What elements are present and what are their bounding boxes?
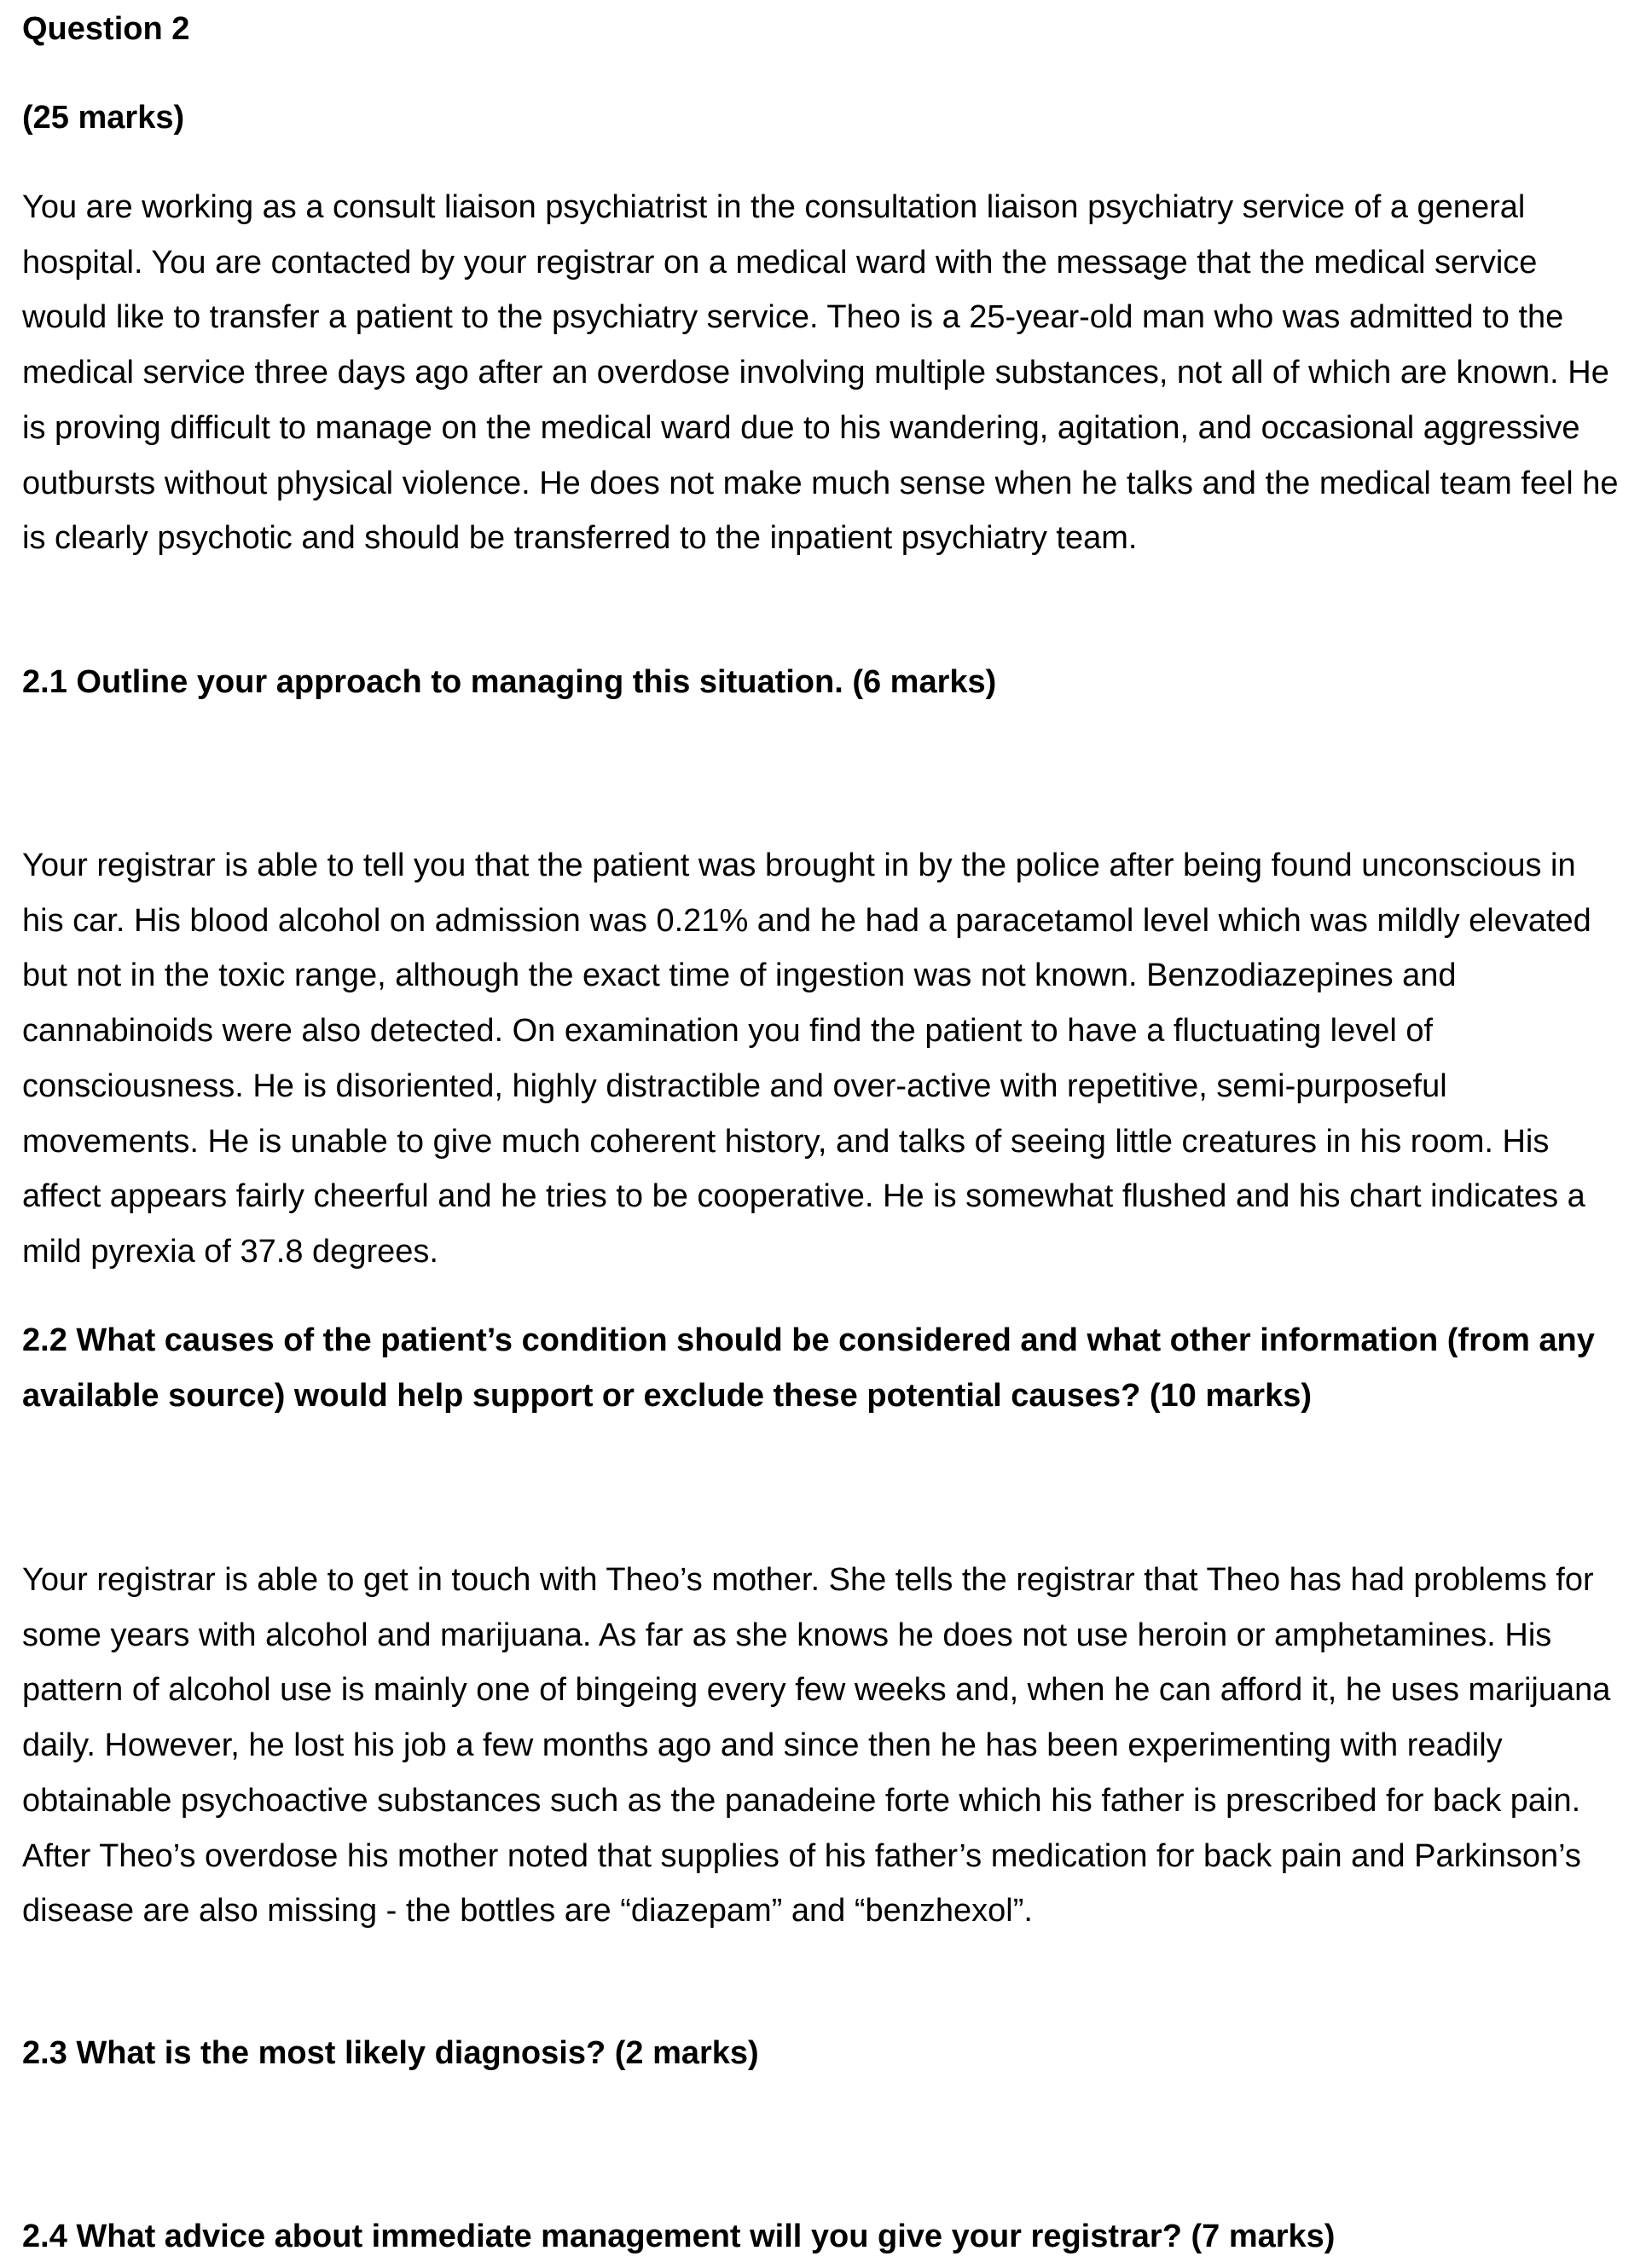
question-marks: (25 marks)	[22, 100, 185, 136]
sub-question-2-2: 2.2 What causes of the patient’s condition should be considered and what other information (from any available source) would help support or exclude these potential causes? (10 marks)	[22, 1322, 1595, 1414]
scenario-paragraph: You are working as a consult liaison psychiatrist in the consultation liaison psychiatry service of a general hospital. You are contacted by your registrar on a medical ward with the message that the medical service would like to transfer a patient to the psychiatry service. Theo is a 25-year-old man who was admitted to the medical service three days ago after an overdose involving multiple substances, not all of which are known. He is proving difficult to manage on the medical ward due to his wandering, agitation, and occasional aggressive outbursts without physical violence. He does not make much sense when he talks and the medical team feel he is clearly psychotic and should be transferred to the inpatient psychiatry team.	[22, 189, 1619, 557]
registrar-findings-paragraph: Your registrar is able to tell you that the patient was brought in by the police after being found unconscious in his car. His blood alcohol on admission was 0.21% and he had a paracetamol level which was mildly elevated but not in the toxic range, although the exact time of ingestion was not known. Benzodiazepines and cannabinoids were also detected. On examination you find the patient to have a fluctuating level of consciousness. He is disoriented, highly distractible and over-active with repetitive, semi-purposeful movements. He is unable to give much coherent history, and talks of seeing little creatures in his room. His affect appears fairly cheerful and he tries to be cooperative. He is somewhat flushed and his chart indicates a mild pyrexia of 37.8 degrees.	[22, 848, 1591, 1270]
sub-question-2-4: 2.4 What advice about immediate management will you give your registrar? (7 marks)	[22, 2219, 1336, 2254]
question-title: Question 2	[22, 11, 190, 47]
mother-history-paragraph: Your registrar is able to get in touch with Theo’s mother. She tells the registrar that Theo has had problems for some years with alcohol and marijuana. As far as she knows he does not use heroin or amphetamines. His pattern of alcohol use is mainly one of bingeing every few weeks and, when he can afford it, he uses marijuana daily. However, he lost his job a few months ago and since then he has been experimenting with readily obtainable psychoactive substances such as the panadeine forte which his father is prescribed for back pain. After Theo’s overdose his mother noted that supplies of his father’s medication for back pain and Parkinson’s disease are also missing - the bottles are “diazepam” and “benzhexol”.	[22, 1562, 1611, 1930]
sub-question-2-3: 2.3 What is the most likely diagnosis? (2 marks)	[22, 2035, 759, 2071]
sub-question-2-1: 2.1 Outline your approach to managing this situation. (6 marks)	[22, 664, 997, 700]
